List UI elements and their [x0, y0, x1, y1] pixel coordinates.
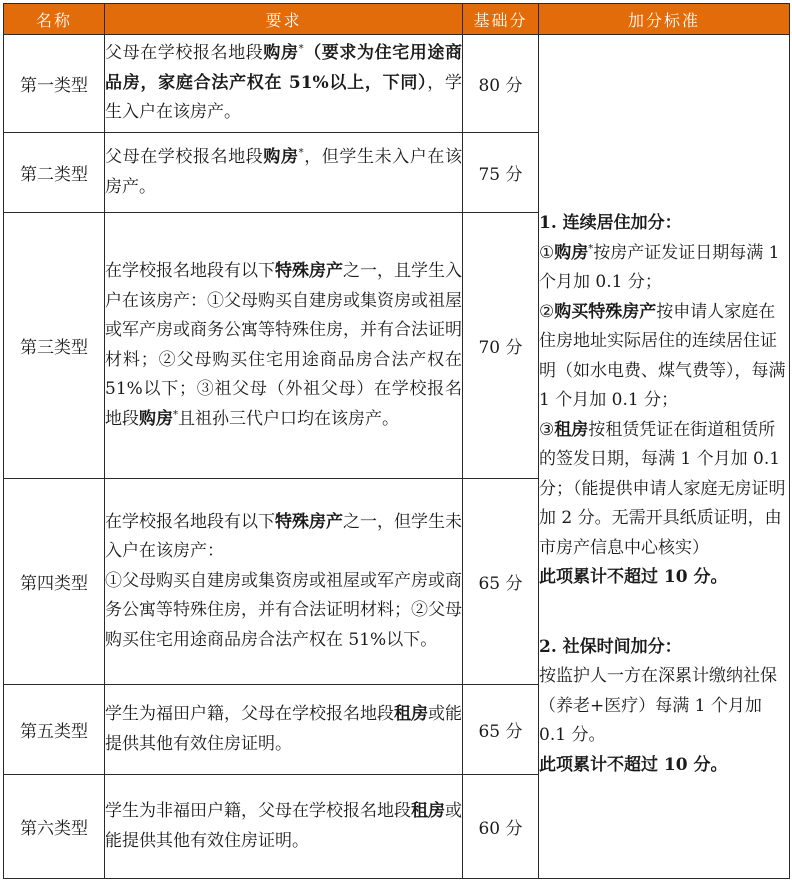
header-bonus-criteria: 加分标准	[539, 4, 790, 35]
bonus-social-security: 按监护人一方在深累计缴纳社保（养老+医疗）每满 1 个月加 0.1 分。	[539, 666, 777, 745]
type-name: 第一类型	[4, 35, 105, 133]
bonus-section-title: 2. 社保时间加分：	[539, 636, 682, 657]
type-requirement: 父母在学校报名地段购房*（要求为住宅用途商品房，家庭合法产权在 51%以上，下同），学生入户在该房产。	[105, 35, 463, 133]
base-score: 65 分	[463, 685, 539, 775]
bonus-item-special-property: ②购买特殊房产按申请人家庭在住房地址实际居住的连续居住证明（如水电费、煤气费等），每满 1 个月加 0.1 分；	[539, 301, 786, 410]
type-requirement: 学生为非福田户籍，父母在学校报名地段租房或能提供其他有效住房证明。	[105, 775, 463, 879]
bonus-item-purchase: ①购房*按房产证发证日期每满 1 个月加 0.1 分；	[539, 242, 780, 292]
type-requirement: 父母在学校报名地段购房*，但学生未入户在该房产。	[105, 133, 463, 213]
type-name: 第六类型	[4, 775, 105, 879]
header-name: 名称	[4, 4, 105, 35]
table-header-row	[4, 4, 790, 35]
type-requirement: 在学校报名地段有以下特殊房产之一，但学生未入户在该房产： ①父母购买自建房或集资房或祖屋或军产房或商务公寓等特殊住房，并有合法证明材料；②父母购买住宅用途商品房合法产权在 51%以下。	[105, 479, 463, 685]
table-row	[4, 35, 790, 133]
base-score: 75 分	[463, 133, 539, 213]
bonus-cap-note: 此项累计不超过 10 分。	[539, 754, 728, 775]
type-name: 第二类型	[4, 133, 105, 213]
header-requirement: 要求	[105, 4, 463, 35]
base-score: 70 分	[463, 213, 539, 479]
base-score: 65 分	[463, 479, 539, 685]
type-name: 第五类型	[4, 685, 105, 775]
base-score: 60 分	[463, 775, 539, 879]
admission-points-table	[3, 3, 790, 879]
bonus-section-title: 1. 连续居住加分：	[539, 213, 682, 233]
type-requirement: 学生为福田户籍，父母在学校报名地段租房或能提供其他有效住房证明。	[105, 685, 463, 775]
type-requirement: 在学校报名地段有以下特殊房产之一，且学生入户在该房产：①父母购买自建房或集资房或祖屋或军产房或商务公寓等特殊住房，并有合法证明材料；②父母购买住宅用途商品房合法产权在 51%以下；③祖父母（外祖父母）在学校报名地段购房*且祖孙三代户口均在该房产。	[105, 213, 463, 479]
bonus-criteria	[539, 35, 790, 879]
type-name: 第三类型	[4, 213, 105, 479]
base-score: 80 分	[463, 35, 539, 133]
header-base-score: 基础分	[463, 4, 539, 35]
type-name: 第四类型	[4, 479, 105, 685]
bonus-item-rental: ③租房按租赁凭证在街道租赁所的签发日期，每满 1 个月加 0.1 分；（能提供申请人家庭无房证明加 2 分。无需开具纸质证明，由市房产信息中心核实）	[539, 419, 786, 558]
bonus-cap-note: 此项累计不超过 10 分。	[539, 567, 728, 587]
